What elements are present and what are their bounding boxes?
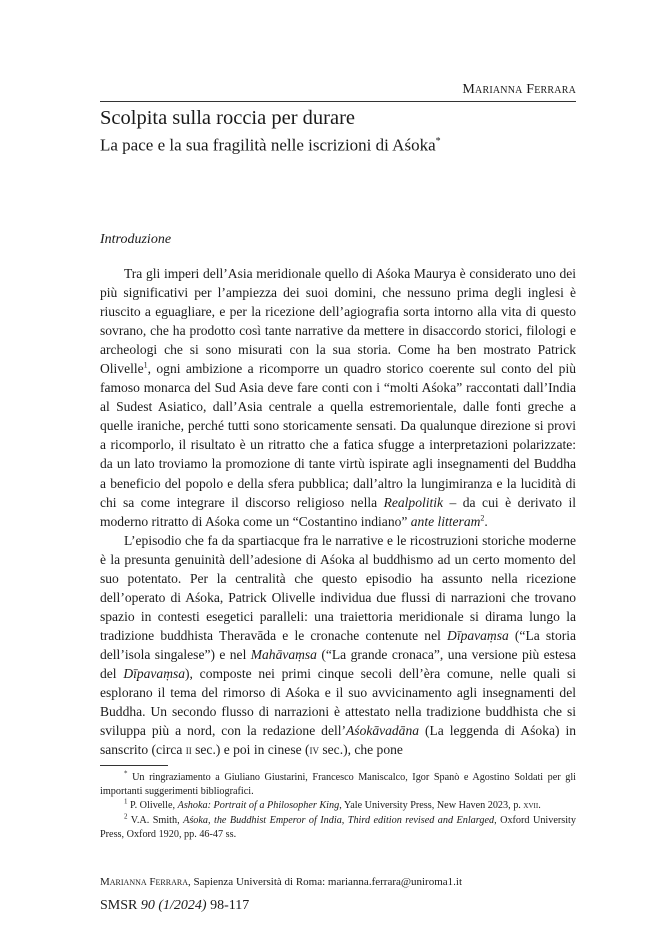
paragraph-1	[100, 264, 576, 531]
p1-text-1: Tra gli imperi dell’Asia meridionale quello di Aśoka Maurya è considerato uno dei più significativi per l’ampiezza dei suoi domini, che nessuno prima degli inglesi è riuscito a eguagliare, e per la ricezione dell’agiografia sorta intorno alla vita di questo sovrano, che ha prodotto così tante narrative da mettere in disaccordo storici, filologi e archeologi che si sono misurati con la sua storia. Come ha ben mostrato Patrick Olivelle	[100, 266, 576, 377]
p2-text-5: (La leggenda di Aśoka) in sanscrito (circa	[100, 723, 576, 758]
footnote-text: V.A. Smith,	[130, 815, 184, 827]
article-title: Scolpita sulla roccia per durare	[100, 107, 355, 129]
header-rule	[100, 101, 576, 102]
p2-text-4: ), composte nei primi cinque secoli dell’èra comune, nelle quali si esplorano il tema del rimorso di Aśoka e il suo avvicinamento agli insegnamenti del Buddha. Un secondo flusso di narrazioni è attestato nella tradizione buddhista che si sviluppa più a nord, con la redazione dell’	[100, 665, 577, 739]
journal-name: SMSR	[100, 898, 138, 913]
section-heading: Introduzione	[100, 232, 172, 247]
footnote-mark: 1	[124, 798, 128, 807]
paragraph-2	[100, 531, 576, 760]
term-realpolitik: Realpolitik	[383, 494, 444, 510]
p1-text-3: – da cui è derivato il moderno ritratto di Aśoka come un “Costantino indiano”	[100, 494, 576, 529]
footnote-rule	[100, 765, 168, 766]
author-affiliation	[100, 876, 576, 888]
subtitle-text: La pace e la sua fragilità nelle iscrizioni di Aśoka	[100, 135, 436, 155]
footnote-book-title: Aśoka, the Buddhist Emperor of India, Third edition revised and Enlarged	[183, 815, 495, 827]
p2-text-1: L’episodio che fa da spartiacque fra le narrative e le ricostruzioni storiche moderne è la presunta genuinità dell’adesione di Aśoka al buddhismo ad un certo momento del suo potentato. Per la centralità che questo episodio ha assunto nella ricezione dell’operato di Aśoka, Patrick Olivelle individua due flussi di narrazioni che trovano spazio in contesti esegetici paralleli: una traiettoria meridionale si dirama lungo la tradizione buddhista Theravāda e le cronache contenute nel	[100, 532, 576, 643]
article-subtitle	[100, 131, 576, 157]
journal-citation	[100, 898, 576, 914]
p2-text-2: (“La storia dell’isola singalese”) e nel	[100, 627, 577, 662]
footnote-ref-1[interactable]: 1	[143, 360, 148, 370]
term-mahavamsa: Mahāvaṃsa	[250, 646, 317, 662]
footnote-text: Un ringraziamento a Giuliano Giustarini, Francesco Maniscalco, Igor Spanò e Agostino Soldati per gli importanti suggerimenti bibliografici.	[100, 772, 576, 797]
footnote-star	[100, 771, 576, 798]
running-head-author: Marianna Ferrara	[462, 82, 576, 97]
footnotes	[100, 771, 576, 843]
footnote-text: P. Olivelle,	[130, 800, 178, 812]
p2-text-7: sec.), che pone	[319, 742, 403, 758]
footnote-text: .	[538, 800, 541, 812]
p1-text-4: .	[484, 513, 488, 529]
footnote-ref-2[interactable]: 2	[480, 513, 485, 523]
journal-issue: 90 (1/2024)	[140, 898, 207, 913]
footnote-1	[100, 799, 576, 813]
century-ii: ii	[185, 742, 192, 758]
affiliation-author-name: Marianna Ferrara	[100, 876, 188, 888]
footnote-text: , Oxford University Press, Oxford 1920, pp. 46-47 ss.	[100, 815, 576, 840]
century-iv: iv	[309, 742, 320, 758]
footnote-mark: *	[124, 769, 128, 778]
p2-text-3: (“La grande cronaca”, una versione più estesa del	[100, 646, 577, 681]
subtitle-note-mark: *	[435, 136, 441, 147]
journal-pages: 98-117	[210, 898, 250, 913]
footnote-text: , Yale University Press, New Haven 2023, p.	[339, 800, 524, 812]
footnote-book-title: Ashoka: Portrait of a Philosopher King	[177, 800, 340, 812]
footnote-2	[100, 814, 576, 841]
article-body	[100, 264, 576, 759]
p2-text-6: sec.) e poi in cinese (	[191, 742, 310, 758]
p1-text-2: , ogni ambizione a ricomporre un quadro storico coerente sul conto del più famoso monarca del Sud Asia deve fare conti con i “molti Aśoka” raccontati dall’India al Sudest Asiatico, dall’Asia centrale a quella estremorientale, dalle fonti greche a quelle iraniche, perché tutti sono storicamente sensati. Da qualunque direzione si provi a ricomporlo, il risultato è un ritratto che a fatica sfugge a interpretazioni polarizzate: da un lato troviamo la promozione di tante virtù ispirate agli insegnamenti del Buddha a beneficio del popolo e della sfera pubblica; dall’altro la lungimiranza e la lucidità di chi sa come integrare il discorso religioso nella	[100, 361, 576, 510]
term-dipavamsa-2: Dīpavaṃsa	[123, 665, 186, 681]
affiliation-text: , Sapienza Università di Roma: marianna.ferrara@uniroma1.it	[187, 876, 463, 888]
term-ante-litteram: ante litteram	[410, 513, 481, 529]
term-asokavadana: Aśokāvadāna	[346, 723, 420, 739]
footnote-page-roman: xvii	[523, 800, 539, 812]
footnote-mark: 2	[124, 812, 128, 821]
term-dipavamsa: Dīpavaṃsa	[447, 627, 509, 643]
